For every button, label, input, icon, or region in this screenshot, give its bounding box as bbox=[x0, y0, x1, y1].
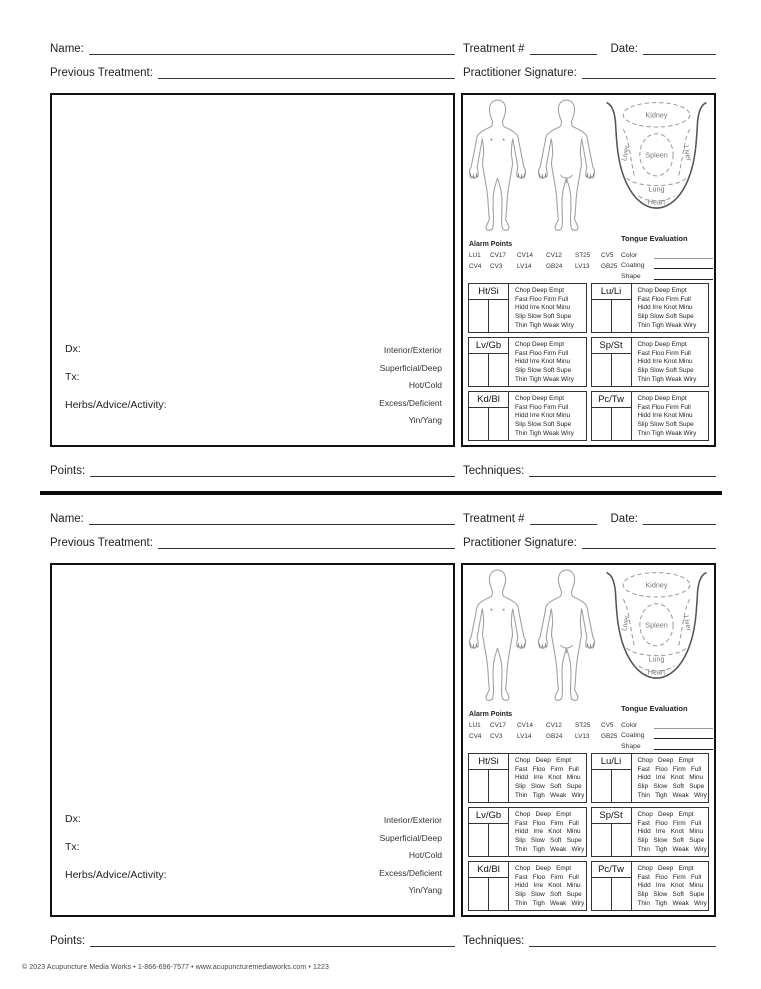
pulse-grid bbox=[468, 753, 709, 911]
date-label: Date: bbox=[610, 513, 638, 525]
treatment-number-blank-line bbox=[530, 41, 597, 55]
pulse-quality-row: Fast Floo Firm Full bbox=[515, 349, 569, 357]
tongue-label-spleen: Spleen bbox=[645, 620, 668, 630]
tongue-label-lung: Lung bbox=[648, 654, 665, 664]
pulse-quality-row: Thin Tigh Weak Wiry bbox=[515, 791, 585, 799]
tongue-coating-label: Coating bbox=[621, 732, 645, 740]
tongue-label-heart: Heart bbox=[647, 197, 666, 207]
pulse-quality-row: Fast Floo Firm Full bbox=[515, 873, 579, 881]
tongue-evaluation-block bbox=[621, 234, 713, 280]
treatment-date-group bbox=[463, 41, 716, 55]
alarm-point: CV4 bbox=[469, 262, 482, 270]
alarm-point: CV12 bbox=[546, 252, 562, 259]
pulse-quality-row: Hidd Irre Knot Minu bbox=[637, 774, 704, 782]
pulse-quality-row: Fast Floo Firm Full bbox=[637, 403, 691, 411]
pulse-qualities bbox=[509, 338, 586, 386]
pulse-qualities bbox=[632, 862, 709, 910]
pulse-cell-right bbox=[612, 878, 631, 910]
pulse-position-label: Kd/Bl bbox=[469, 392, 508, 408]
pulse-entry-cells bbox=[469, 300, 508, 332]
pulse-entry-cells bbox=[469, 878, 508, 910]
diagnostics-box bbox=[461, 93, 716, 447]
tongue-color-blank-line bbox=[654, 251, 713, 259]
treatment-date-group bbox=[463, 511, 716, 525]
pulse-quality-row: Slip Slow Soft Supe bbox=[637, 421, 694, 429]
pulse-quality-row: Fast Floo Firm Full bbox=[515, 403, 569, 411]
pulse-position-column bbox=[469, 392, 509, 440]
alarm-point: GB24 bbox=[546, 732, 563, 740]
tongue-color-label: Color bbox=[621, 251, 638, 259]
diagnostics-box bbox=[461, 563, 716, 917]
tongue-coating-blank-line bbox=[654, 731, 713, 739]
pulse-quality-row: Slip Slow Soft Supe bbox=[637, 891, 705, 899]
pulse-entry-cells bbox=[469, 408, 508, 440]
alarm-point: LV13 bbox=[575, 732, 590, 740]
pulse-quality-row: Slip Slow Soft Supe bbox=[515, 783, 582, 791]
pulse-cell-right bbox=[489, 770, 508, 802]
tongue-evaluation-block bbox=[621, 704, 713, 750]
name-field-group bbox=[50, 511, 455, 525]
pulse-position-label: Ht/Si bbox=[469, 284, 508, 300]
pulse-cell-left bbox=[592, 824, 612, 856]
name-blank-line bbox=[89, 511, 455, 525]
principle-item: Superficial/Deep bbox=[379, 362, 442, 373]
principle-item: Interior/Exterior bbox=[383, 815, 442, 825]
pulse-quality-row: Chop Deep Empt bbox=[637, 395, 687, 402]
pulse-box-sp-st bbox=[591, 337, 710, 387]
pulse-position-column bbox=[592, 284, 632, 332]
treatment-number-blank-line bbox=[530, 511, 597, 525]
pulse-entry-cells bbox=[592, 300, 631, 332]
pulse-cell-left bbox=[469, 878, 489, 910]
tongue-diagram bbox=[601, 568, 712, 686]
pulse-quality-row: Chop Deep Empt bbox=[637, 341, 687, 348]
alarm-point: CV17 bbox=[490, 252, 506, 259]
alarm-point: LV14 bbox=[517, 732, 532, 740]
techniques-label: Techniques: bbox=[463, 935, 525, 947]
pulse-qualities bbox=[509, 284, 586, 332]
tongue-diagram bbox=[601, 98, 712, 216]
pulse-quality-row: Hidd Irre Knot Minu bbox=[637, 358, 693, 366]
alarm-point: LU1 bbox=[469, 252, 481, 259]
pulse-cell-right bbox=[489, 300, 508, 332]
pulse-position-label: Ht/Si bbox=[469, 754, 508, 770]
pulse-quality-row: Chop Deep Empt bbox=[515, 287, 565, 294]
pulse-quality-row: Fast Floo Firm Full bbox=[637, 295, 691, 303]
tongue-coating-blank-line bbox=[654, 261, 713, 269]
herbs-advice-activity-label: Herbs/Advice/Activity: bbox=[65, 869, 167, 881]
pulse-position-column bbox=[469, 808, 509, 856]
principle-item: Yin/Yang bbox=[408, 415, 442, 426]
alarm-point: CV5 bbox=[601, 722, 614, 729]
pulse-quality-row: Chop Deep Empt bbox=[637, 287, 687, 294]
pulse-quality-row: Fast Floo Firm Full bbox=[515, 819, 579, 827]
pulse-box-lu-li bbox=[591, 283, 710, 333]
pulse-cell-left bbox=[592, 300, 612, 332]
pulse-quality-row: Fast Floo Firm Full bbox=[637, 873, 702, 881]
name-blank-line bbox=[89, 41, 455, 55]
pulse-entry-cells bbox=[469, 354, 508, 386]
treatment-notes-box bbox=[50, 93, 455, 447]
practitioner-signature-blank-line bbox=[582, 65, 716, 79]
pulse-position-column bbox=[469, 338, 509, 386]
previous-treatment-label: Previous Treatment: bbox=[50, 537, 153, 549]
pulse-quality-row: Hidd Irre Knot Minu bbox=[637, 304, 693, 312]
principle-item: Yin/Yang bbox=[408, 885, 442, 896]
tongue-label-heart: Heart bbox=[647, 667, 666, 677]
pulse-quality-row: Hidd Irre Knot Minu bbox=[515, 774, 581, 782]
alarm-point: LV13 bbox=[575, 262, 590, 270]
pulse-qualities bbox=[632, 338, 709, 386]
previous-treatment-label: Previous Treatment: bbox=[50, 67, 153, 79]
pulse-quality-row: Chop Deep Empt bbox=[515, 757, 572, 764]
pulse-cell-right bbox=[612, 300, 631, 332]
tongue-shape-label: Shape bbox=[621, 742, 641, 750]
alarm-point: ST25 bbox=[575, 722, 591, 729]
pulse-position-column bbox=[592, 808, 632, 856]
pulse-quality-row: Hidd Irre Knot Minu bbox=[515, 828, 581, 836]
header-row-1 bbox=[50, 508, 716, 525]
herbs-advice-activity-label: Herbs/Advice/Activity: bbox=[65, 399, 167, 411]
previous-treatment-group bbox=[50, 535, 455, 549]
pulse-quality-row: Fast Floo Firm Full bbox=[637, 819, 702, 827]
practitioner-signature-label: Practitioner Signature: bbox=[463, 537, 577, 549]
techniques-group bbox=[463, 933, 716, 947]
alarm-points-row-1 bbox=[469, 251, 621, 262]
tx-label: Tx: bbox=[65, 371, 80, 383]
tongue-evaluation-title: Tongue Evaluation bbox=[621, 704, 688, 713]
date-label: Date: bbox=[610, 43, 638, 55]
pulse-cell-left bbox=[469, 300, 489, 332]
principle-item: Excess/Deficient bbox=[379, 397, 442, 408]
chest-point-left bbox=[490, 139, 492, 141]
tongue-shape-label: Shape bbox=[621, 272, 641, 280]
pulse-box-sp-st bbox=[591, 807, 710, 857]
pulse-cell-left bbox=[469, 354, 489, 386]
tongue-coating-label: Coating bbox=[621, 262, 645, 270]
pulse-quality-row: Fast Floo Firm Full bbox=[637, 765, 702, 773]
body-front-figure bbox=[469, 100, 525, 230]
body-figures-diagram bbox=[465, 98, 599, 240]
pulse-cell-right bbox=[612, 824, 631, 856]
pulse-position-column bbox=[469, 754, 509, 802]
pulse-quality-row: Thin Tigh Weak Wiry bbox=[637, 429, 697, 437]
pulse-quality-row: Thin Tigh Weak Wiry bbox=[515, 845, 585, 853]
pulse-position-label: Pc/Tw bbox=[592, 392, 631, 408]
pulse-box-ht-si bbox=[468, 753, 587, 803]
tongue-coating-row bbox=[621, 259, 713, 270]
treatment-record-bottom bbox=[0, 470, 761, 947]
pulse-cell-right bbox=[612, 354, 631, 386]
pulse-quality-row: Thin Tigh Weak Wiry bbox=[515, 429, 574, 437]
alarm-point: GB25 bbox=[601, 262, 618, 270]
pulse-quality-row: Thin Tigh Weak Wiry bbox=[637, 845, 707, 853]
pulse-quality-row: Thin Tigh Weak Wiry bbox=[515, 321, 574, 329]
alarm-points-title: Alarm Points bbox=[469, 241, 513, 248]
treatment-notes-box bbox=[50, 563, 455, 917]
alarm-point: CV14 bbox=[517, 252, 533, 259]
tongue-coating-row bbox=[621, 729, 713, 740]
tongue-color-label: Color bbox=[621, 721, 638, 729]
pulse-box-pc-tw bbox=[591, 391, 710, 441]
alarm-points-block bbox=[469, 711, 621, 743]
alarm-points-block bbox=[469, 241, 621, 273]
pulse-qualities bbox=[632, 808, 709, 856]
previous-treatment-blank-line bbox=[158, 65, 455, 79]
pulse-quality-row: Chop Deep Empt bbox=[637, 865, 694, 872]
pulse-qualities bbox=[509, 754, 586, 802]
signature-group bbox=[463, 65, 716, 79]
practitioner-signature-blank-line bbox=[582, 535, 716, 549]
pulse-cell-left bbox=[469, 770, 489, 802]
tongue-label-spleen: Spleen bbox=[645, 150, 668, 160]
pulse-quality-row: Hidd Irre Knot Minu bbox=[637, 882, 704, 890]
pulse-quality-row: Thin Tigh Weak Wiry bbox=[515, 899, 585, 907]
pulse-quality-row: Slip Slow Soft Supe bbox=[637, 783, 705, 791]
tongue-label-liver-left: Liver bbox=[619, 614, 632, 632]
techniques-blank-line bbox=[529, 933, 716, 947]
alarm-point: CV14 bbox=[517, 722, 533, 729]
pulse-quality-row: Slip Slow Soft Supe bbox=[515, 367, 572, 375]
pulse-quality-row: Thin Tigh Weak Wiry bbox=[637, 321, 697, 329]
alarm-point: CV12 bbox=[546, 722, 562, 729]
chest-point-right bbox=[503, 139, 505, 141]
pulse-box-lv-gb bbox=[468, 807, 587, 857]
pulse-position-label: Lv/Gb bbox=[469, 338, 508, 354]
tongue-shape-blank-line bbox=[654, 742, 713, 750]
pulse-quality-row: Slip Slow Soft Supe bbox=[515, 837, 582, 845]
pulse-quality-row: Fast Floo Firm Full bbox=[515, 765, 579, 773]
alarm-points-row-2 bbox=[469, 262, 621, 273]
body-back-figure bbox=[538, 100, 594, 230]
pulse-qualities bbox=[509, 862, 586, 910]
pulse-quality-row: Chop Deep Empt bbox=[515, 395, 565, 402]
pulse-quality-row: Hidd Irre Knot Minu bbox=[515, 412, 571, 420]
pulse-quality-row: Chop Deep Empt bbox=[515, 865, 572, 872]
pulse-quality-row: Hidd Irre Knot Minu bbox=[515, 304, 571, 312]
points-row bbox=[50, 930, 716, 947]
pulse-position-column bbox=[469, 862, 509, 910]
tongue-label-kidney: Kidney bbox=[645, 110, 668, 120]
previous-treatment-blank-line bbox=[158, 535, 455, 549]
pulse-quality-row: Fast Floo Firm Full bbox=[515, 295, 569, 303]
alarm-point: CV17 bbox=[490, 722, 506, 729]
pulse-position-label: Lu/Li bbox=[592, 754, 631, 770]
name-label: Name: bbox=[50, 513, 84, 525]
body-figures-diagram bbox=[465, 568, 599, 710]
alarm-point: CV3 bbox=[490, 262, 503, 270]
pulse-quality-row: Slip Slow Soft Supe bbox=[637, 313, 694, 321]
pulse-cell-left bbox=[592, 354, 612, 386]
pulse-entry-cells bbox=[469, 824, 508, 856]
tongue-color-blank-line bbox=[654, 721, 713, 729]
principle-item: Interior/Exterior bbox=[383, 345, 442, 355]
pulse-quality-row: Slip Slow Soft Supe bbox=[515, 421, 572, 429]
points-group bbox=[50, 933, 455, 947]
body-front-figure bbox=[469, 570, 525, 700]
techniques-label: Techniques: bbox=[463, 465, 525, 477]
points-label: Points: bbox=[50, 935, 86, 947]
pulse-position-label: Pc/Tw bbox=[592, 862, 631, 878]
pulse-quality-row: Chop Deep Empt bbox=[515, 811, 572, 818]
pulse-entry-cells bbox=[592, 408, 631, 440]
pulse-quality-row: Chop Deep Empt bbox=[637, 811, 694, 818]
pulse-qualities bbox=[509, 392, 586, 440]
pulse-cell-left bbox=[592, 408, 612, 440]
signature-group bbox=[463, 535, 716, 549]
treatment-record-top bbox=[0, 0, 761, 477]
pulse-cell-left bbox=[592, 770, 612, 802]
pulse-entry-cells bbox=[592, 878, 631, 910]
pulse-quality-row: Slip Slow Soft Supe bbox=[637, 367, 694, 375]
pulse-quality-row: Thin Tigh Weak Wiry bbox=[637, 791, 707, 799]
alarm-point: CV3 bbox=[490, 732, 503, 740]
alarm-points-row-1 bbox=[469, 721, 621, 732]
alarm-point: ST25 bbox=[575, 252, 591, 259]
pulse-qualities bbox=[632, 392, 709, 440]
treatment-number-label: Treatment # bbox=[463, 513, 525, 525]
date-blank-line bbox=[643, 41, 716, 55]
pulse-box-ht-si bbox=[468, 283, 587, 333]
pulse-box-pc-tw bbox=[591, 861, 710, 911]
pulse-cell-right bbox=[489, 354, 508, 386]
pulse-quality-row: Hidd Irre Knot Minu bbox=[515, 358, 571, 366]
pulse-position-column bbox=[469, 284, 509, 332]
pulse-box-kd-bl bbox=[468, 391, 587, 441]
pulse-entry-cells bbox=[592, 824, 631, 856]
pulse-box-kd-bl bbox=[468, 861, 587, 911]
pulse-quality-row: Thin Tigh Weak Wiry bbox=[515, 375, 574, 383]
alarm-point: LU1 bbox=[469, 722, 481, 729]
pulse-cell-right bbox=[612, 770, 631, 802]
pulse-position-column bbox=[592, 392, 632, 440]
tongue-label-liver-right: Liver bbox=[681, 614, 694, 632]
tongue-color-row bbox=[621, 718, 713, 729]
alarm-points-title: Alarm Points bbox=[469, 711, 513, 718]
pulse-position-label: Sp/St bbox=[592, 808, 631, 824]
back-hip-line bbox=[560, 175, 572, 183]
pulse-qualities bbox=[509, 808, 586, 856]
pulse-qualities bbox=[632, 754, 709, 802]
principle-item: Hot/Cold bbox=[408, 850, 442, 861]
pulse-quality-row: Chop Deep Empt bbox=[637, 757, 694, 764]
pulse-position-label: Kd/Bl bbox=[469, 862, 508, 878]
pulse-quality-row: Slip Slow Soft Supe bbox=[637, 837, 705, 845]
pulse-quality-row: Fast Floo Firm Full bbox=[637, 349, 691, 357]
eight-principles-list bbox=[379, 812, 442, 900]
dx-label: Dx: bbox=[65, 343, 81, 355]
tongue-label-kidney: Kidney bbox=[645, 580, 668, 590]
name-field-group bbox=[50, 41, 455, 55]
pulse-cell-left bbox=[469, 408, 489, 440]
tx-label: Tx: bbox=[65, 841, 80, 853]
principle-item: Hot/Cold bbox=[408, 380, 442, 391]
pulse-cell-left bbox=[469, 824, 489, 856]
pulse-quality-row: Hidd Irre Knot Minu bbox=[637, 828, 704, 836]
pulse-position-column bbox=[592, 754, 632, 802]
pulse-quality-row: Hidd Irre Knot Minu bbox=[515, 882, 581, 890]
name-label: Name: bbox=[50, 43, 84, 55]
pulse-position-label: Sp/St bbox=[592, 338, 631, 354]
principle-item: Excess/Deficient bbox=[379, 867, 442, 878]
points-label: Points: bbox=[50, 465, 86, 477]
alarm-point: GB25 bbox=[601, 732, 618, 740]
alarm-point: LV14 bbox=[517, 262, 532, 270]
pulse-position-column bbox=[592, 338, 632, 386]
header-row-1 bbox=[50, 38, 716, 55]
pulse-quality-row: Thin Tigh Weak Wiry bbox=[637, 375, 697, 383]
tongue-shape-row bbox=[621, 269, 713, 280]
date-blank-line bbox=[643, 511, 716, 525]
tongue-color-row bbox=[621, 248, 713, 259]
chest-point-right bbox=[503, 609, 505, 611]
tongue-shape-blank-line bbox=[654, 272, 713, 280]
header-row-2 bbox=[50, 532, 716, 549]
pulse-quality-row: Hidd Irre Knot Minu bbox=[637, 412, 693, 420]
pulse-cell-left bbox=[592, 878, 612, 910]
previous-treatment-group bbox=[50, 65, 455, 79]
pulse-cell-right bbox=[489, 878, 508, 910]
dx-label: Dx: bbox=[65, 813, 81, 825]
tongue-label-liver-right: Liver bbox=[681, 144, 694, 162]
pulse-quality-row: Slip Slow Soft Supe bbox=[515, 891, 582, 899]
back-hip-line bbox=[560, 645, 572, 653]
principle-item: Superficial/Deep bbox=[379, 832, 442, 843]
pulse-cell-right bbox=[489, 408, 508, 440]
pulse-cell-right bbox=[612, 408, 631, 440]
pulse-box-lv-gb bbox=[468, 337, 587, 387]
pulse-quality-row: Thin Tigh Weak Wiry bbox=[637, 899, 707, 907]
alarm-point: GB24 bbox=[546, 262, 563, 270]
points-blank-line bbox=[90, 933, 455, 947]
pulse-entry-cells bbox=[469, 770, 508, 802]
chest-point-left bbox=[490, 609, 492, 611]
tongue-shape-row bbox=[621, 739, 713, 750]
pulse-quality-row: Slip Slow Soft Supe bbox=[515, 313, 572, 321]
pulse-position-column bbox=[592, 862, 632, 910]
tongue-label-lung: Lung bbox=[648, 184, 665, 194]
pulse-position-label: Lu/Li bbox=[592, 284, 631, 300]
treatment-number-label: Treatment # bbox=[463, 43, 525, 55]
pulse-quality-row: Chop Deep Empt bbox=[515, 341, 565, 348]
pulse-qualities bbox=[632, 284, 709, 332]
eight-principles-list bbox=[379, 342, 442, 430]
pulse-entry-cells bbox=[592, 354, 631, 386]
alarm-point: CV5 bbox=[601, 252, 614, 259]
body-back-figure bbox=[538, 570, 594, 700]
pulse-grid bbox=[468, 283, 709, 441]
header-row-2 bbox=[50, 62, 716, 79]
pulse-cell-right bbox=[489, 824, 508, 856]
pulse-position-label: Lv/Gb bbox=[469, 808, 508, 824]
pulse-box-lu-li bbox=[591, 753, 710, 803]
tongue-label-liver-left: Liver bbox=[619, 144, 632, 162]
practitioner-signature-label: Practitioner Signature: bbox=[463, 67, 577, 79]
footer-copyright: © 2023 Acupuncture Media Works • 1-866-696-7577 • www.acupuncturemediaworks.com • 1223 bbox=[22, 964, 329, 971]
alarm-point: CV4 bbox=[469, 732, 482, 740]
tongue-evaluation-title: Tongue Evaluation bbox=[621, 234, 688, 243]
pulse-entry-cells bbox=[592, 770, 631, 802]
alarm-points-row-2 bbox=[469, 732, 621, 743]
